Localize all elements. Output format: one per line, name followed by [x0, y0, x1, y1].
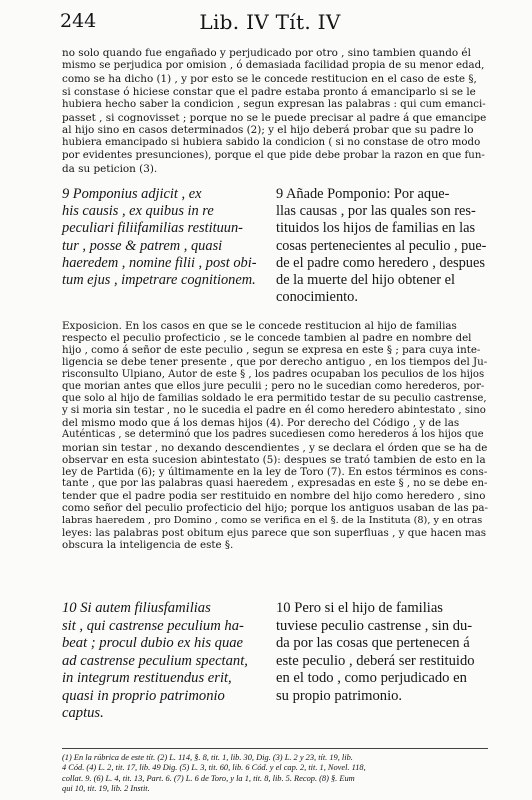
footnote-line: (1) En la rúbrica de este tít. (2) L. 114, §. 8, tit. 1, lib. 30, Dig. (3) L. 2 y 23, tít. 19, lib. [62, 753, 353, 762]
latin-line: haeredem , nomine filii , post obi- [62, 254, 257, 271]
spanish-line: conocimiento. [276, 289, 358, 306]
text-line: mismo se perjudica por omision , ó demasiada facilidad propia de su menor edad, [62, 59, 485, 71]
latin-text-10 [62, 600, 260, 723]
text-line: obscura la inteligencia de este §. [62, 538, 234, 551]
text-line: como señor del peculio profecticio del hijo; porque los antiguos usaban de las pa- [62, 502, 489, 515]
text-line: passet , si cognovisset ; porque no se le puede precisar al padre á que emancipe [62, 111, 487, 124]
text-line: da su peticion (3). [62, 163, 158, 176]
latin-line: 9 Pomponius adjicit , ex [62, 186, 202, 202]
latin-text-9 [62, 186, 260, 289]
text-line: ley de Partida (6); y últimamente en la ley de Toro (7). En estos términos es cons- [62, 465, 488, 478]
footnote-rule [62, 748, 488, 749]
latin-line: tum ejus , impetrare cognitionem. [62, 272, 256, 289]
spanish-line: llas causas , por las quales son res- [276, 203, 476, 220]
spanish-line: en el todo , como perjudicado en [276, 670, 467, 686]
footnote-line: qui 10, tit. 19, lib. 2 Instit. [62, 784, 150, 794]
footnotes [62, 748, 488, 795]
text-line: que solo al hijo de familias soldado le era permitido testar de su peculio castrense, [62, 392, 487, 404]
footnote-line: 4 Cód. (4) L. 2, tit. 17, lib. 49 Dig. (5) L. 3, tit. 60, lib. 6 Cód. y el cap. 2, tit. 1, Novel. 118, [62, 763, 366, 773]
spanish-line: de la muerte del hijo obtener el [276, 272, 456, 289]
spanish-line: tuviese peculio castrense , sin du- [276, 617, 473, 634]
spanish-text-10 [276, 600, 488, 705]
spanish-text-9 [276, 186, 488, 306]
text-line: hijo , como á señor de este peculio , segun se expresa en este § ; para cuya inte- [62, 344, 481, 357]
text-line: y si moria sin testar , no le sucedia el padre en él como heredero abintestato , sino [62, 405, 486, 417]
latin-line: peculiari filiifamilias restituun- [62, 220, 243, 237]
latin-line: 10 Si autem filiusfamilias [62, 600, 211, 616]
latin-line: beat ; procul dubio ex his quae [62, 635, 244, 651]
footnote-line: collat. 9. (6) L. 4, tit. 13, Part. 6. (7) L. 6 de Toro, y la 1, tit. 8, lib. 5. Recop. (8) §. Eum [62, 773, 355, 783]
text-line: como se ha dicho (1) , y por esto se le concede restitucion en el caso de este §, [62, 72, 477, 85]
spanish-line: su propio patrimonio. [276, 687, 403, 704]
text-line: si constase ó hiciese constar que el padre estaba pronto á emanciparlo si se le [62, 85, 476, 98]
text-line: del mismo modo que á los demas hijos (4). Por derecho del Código , y de las [62, 417, 460, 430]
text-line: leyes: las palabras post obitum ejus parece que son superfluas , y que hacen mas [62, 526, 487, 539]
spanish-line: de el padre como heredero , despues [276, 254, 485, 271]
text-line: tender que el padre podia ser restituido en nombre del hijo como heredero , sino [62, 490, 486, 503]
text-line: Exposicion. En los casos en que se le concede restitucion al hijo de familias [62, 320, 457, 332]
text-line: por evidentes presunciones), porque el que pide debe probar la razon en que fun- [62, 150, 485, 162]
latin-line: tur , posse & patrem , quasi [62, 237, 223, 254]
text-line: risconsulto Ulpiano, Autor de este § , los padres ocupaban los peculios de los hijos [62, 368, 485, 380]
latin-line: sit , qui castrense peculium ha- [62, 617, 244, 634]
latin-line: in integrum restituendus erit, [62, 670, 232, 686]
text-line: ligencia se debe tener presente , que por derecho antiguo , en los tiempos del Ju- [62, 356, 488, 369]
running-head [60, 10, 480, 38]
text-line: hubiera emancipado si hubiera sabido la condicion ( si no constase de otro modo [62, 137, 481, 149]
latin-line: ad castrense peculium spectant, [62, 652, 248, 669]
latin-line: captus. [62, 705, 104, 721]
intro-paragraph [62, 47, 488, 176]
text-line: observar en esta sucesion abintestato (5): despues se trató tambien de esto en la [62, 453, 486, 466]
spanish-line: cosas pertenecientes al peculio , pue- [276, 237, 487, 254]
latin-line: his causis , ex quibus in re [62, 203, 214, 220]
text-line: Auténticas , se determinó que los padres sucediesen como herederos á los hijos que [62, 429, 484, 441]
text-line: labras haeredem , pro Domino , como se verifica en el §. de la Instituta (8), y en otras [62, 514, 483, 526]
spanish-line: este peculio , deberá ser restituido [276, 652, 475, 669]
page-number: 244 [60, 10, 97, 32]
text-line: al hijo sino en casos determinados (2); y el hijo deberá probar que su padre lo [62, 124, 474, 137]
running-title: Lib. IV Tít. IV [199, 10, 341, 34]
spanish-line: 10 Pero si el hijo de familias [276, 600, 443, 616]
spanish-line: da por las cosas que pertenecen á [276, 635, 470, 651]
spanish-line: tituidos los hijos de familias en las [276, 220, 476, 237]
spanish-line: 9 Añade Pomponio: Por aque- [276, 186, 450, 202]
text-line: tante , que por las palabras quasi haeredem , expresadas en este § , no se debe en- [62, 478, 488, 490]
text-line: morian sin testar , no dexando descendientes , y se declara el órden que se ha de [62, 441, 488, 454]
text-line: no solo quando fue engañado y perjudicado por otro , sino tambien quando él [62, 47, 471, 59]
text-line: respecto el peculio profecticio , se le concede tambien al padre en nombre del [62, 332, 472, 345]
latin-line: quasi in proprio patrimonio [62, 687, 225, 704]
text-line: que morian antes que ellos jure peculii ; pero no le sucedian como herederos, por- [62, 380, 485, 392]
text-line: hubiera hecho saber la condicion , segun expresan las palabras : qui cum emanci- [62, 98, 486, 110]
exposicion-paragraph [62, 320, 488, 551]
